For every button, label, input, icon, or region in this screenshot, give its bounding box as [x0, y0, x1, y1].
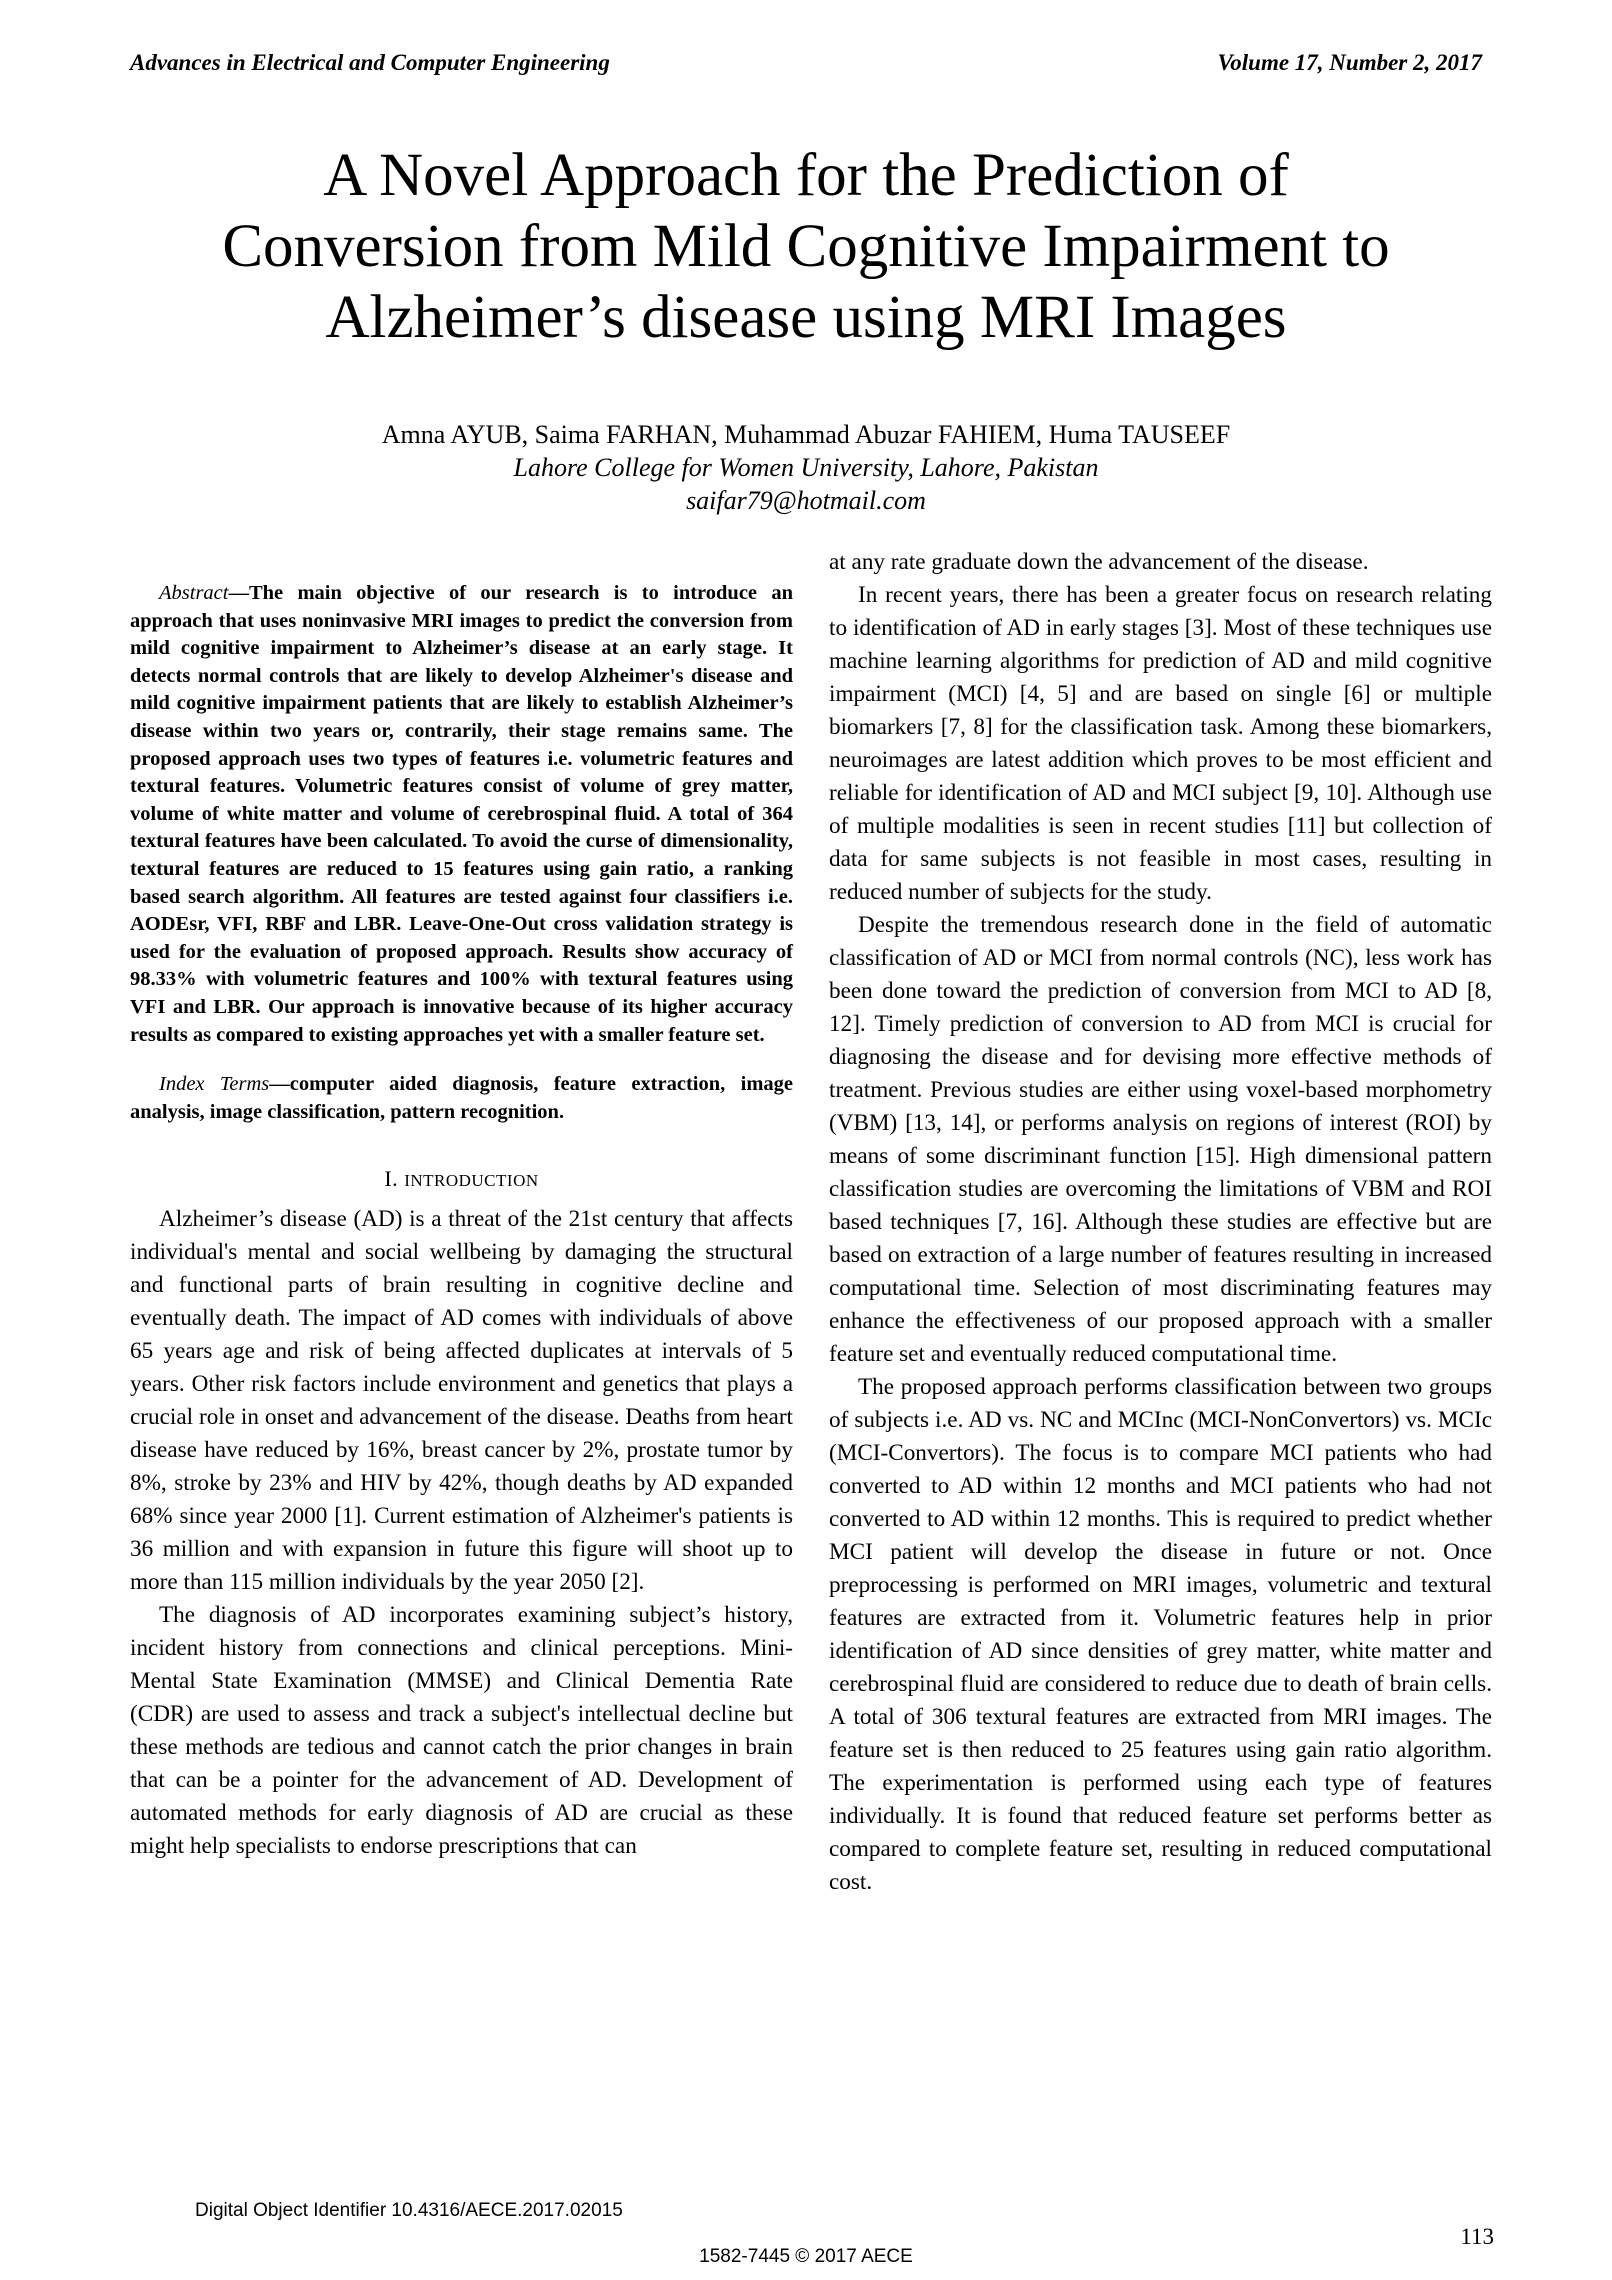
abstract-label: Abstract: [159, 582, 229, 604]
body-paragraph: In recent years, there has been a greater focus on research relating to identification of AD in early stages [3]. Most of these techniques use machine learning algorithms for prediction of AD and mild cognitive impairment (MCI) [4, 5] and are based on single [6] or multiple biomarkers [7, 8] for the classification task. Among these biomarkers, neuroimages are latest addition which proves to be most efficient and reliable for identification of AD and MCI subject [9, 10]. Although use of multiple modalities is seen in recent studies [11] but collection of data for same subjects is not feasible in most cases, resulting in reduced number of subjects for the study.: [829, 582, 1492, 905]
author-names: Amna AYUB, Saima FARHAN, Muhammad Abuzar FAHIEM, Huma TAUSEEF: [381, 420, 1231, 449]
body-paragraph: The proposed approach performs classification between two groups of subjects i.e. AD vs. NC and MCInc (MCI-NonConvertors) vs. MCIc (MCI-Convertors). The focus is to compare MCI patients who had converted to AD within 12 months and MCI patients who had not converted to AD within 12 months. This is required to predict whether MCI patient will develop the disease in future or not. Once preprocessing is performed on MRI images, volumetric and textural features are extracted from it. Volumetric features help in prior identification of AD since densities of grey matter, white matter and cerebrospinal fluid are considered to reduce due to death of brain cells. A total of 306 textural features are extracted from MRI images. The feature set is then reduced to 25 features using gain ratio algorithm. The experimentation is performed using each type of features individually. It is found that reduced feature set performs better as compared to complete feature set, resulting in reduced computational cost.: [829, 1374, 1492, 1895]
doi-footer: Digital Object Identifier 10.4316/AECE.2017.02015: [195, 2200, 623, 2221]
index-terms-label: Index Terms: [159, 1073, 270, 1096]
title-line: Conversion from Mild Cognitive Impairment to: [222, 213, 1390, 280]
abstract: [130, 580, 793, 1049]
page-number: 113: [1460, 2224, 1494, 2249]
section-title: INTRODUCTION: [404, 1171, 539, 1191]
volume-info: Volume 17, Number 2, 2017: [1217, 50, 1482, 75]
title-line: A Novel Approach for the Prediction of: [323, 142, 1289, 209]
index-terms-text: —computer aided diagnosis, feature extraction, image analysis, image classification, pattern recognition.: [130, 1073, 793, 1123]
affiliation: Lahore College for Women University, Lahore, Pakistan: [513, 453, 1099, 482]
section-number: I.: [384, 1166, 399, 1192]
issn-footer: 1582-7445 © 2017 AECE: [699, 2246, 913, 2267]
body-paragraph: at any rate graduate down the advancement of the disease.: [829, 549, 1369, 575]
body-paragraph: The diagnosis of AD incorporates examining subject’s history, incident history from connections and clinical perceptions. Mini-Mental State Examination (MMSE) and Clinical Dementia Rate (CDR) are used to assess and track a subject's intellectual decline but these methods are tedious and cannot catch the prior changes in brain that can be a pointer for the advancement of AD. Development of automated methods for early diagnosis of AD are crucial as these might help specialists to endorse prescriptions that can: [130, 1602, 793, 1860]
body-paragraph: Despite the tremendous research done in the field of automatic classification of AD or MCI from normal controls (NC), less work has been done toward the prediction of conversion from MCI to AD [8, 12]. Timely prediction of conversion to AD from MCI is crucial for diagnosing the disease and for devising more effective methods of treatment. Previous studies are either using voxel-based morphometry (VBM) [13, 14], or performs analysis on regions of interest (ROI) by means of some discriminant function [15]. High dimensional pattern classification studies are overcoming the limitations of VBM and ROI based techniques [7, 16]. Although these studies are effective but are based on extraction of a large number of features resulting in increased computational time. Selection of most discriminating features may enhance the effectiveness of our proposed approach with a smaller feature set and eventually reduced computational time.: [829, 912, 1492, 1367]
body-paragraph: Alzheimer’s disease (AD) is a threat of the 21st century that affects individual's mental and social wellbeing by damaging the structural and functional parts of brain resulting in cognitive decline and eventually death. The impact of AD comes with individuals of above 65 years age and risk of being affected duplicates at intervals of 5 years. Other risk factors include environment and genetics that plays a crucial role in onset and advancement of the disease. Deaths from heart disease have reduced by 16%, breast cancer by 2%, prostate tumor by 8%, stroke by 23% and HIV by 42%, though deaths by AD expanded 68% since year 2000 [1]. Current estimation of Alzheimer's patients is 36 million and with expansion in future this figure will shoot up to more than 115 million individuals by the year 2050 [2].: [130, 1206, 793, 1596]
section-heading: [130, 1162, 793, 1197]
left-column: [130, 540, 793, 1863]
author-block: [130, 418, 1482, 517]
abstract-text: —The main objective of our research is to introduce an approach that uses noninvasive MRI images to predict the conversion from mild cognitive impairment to Alzheimer’s disease at an early stage. It detects normal controls that are likely to develop Alzheimer's disease and mild cognitive impairment patients that are likely to establish Alzheimer’s disease within two years or, contrarily, their stage remains same. The proposed approach uses two types of features i.e. volumetric features and textural features. Volumetric features consist of volume of grey matter, volume of white matter and volume of cerebrospinal fluid. A total of 364 textural features have been calculated. To avoid the curse of dimensionality, textural features are reduced to 15 features using gain ratio, a ranking based search algorithm. All features are tested against four classifiers i.e. AODEsr, VFI, RBF and LBR. Leave-One-Out cross validation strategy is used for the evaluation of proposed approach. Results show accuracy of 98.33% with volumetric features and 100% with textural features using VFI and LBR. Our approach is innovative because of its higher accuracy results as compared to existing approaches yet with a smaller feature set.: [130, 582, 793, 1046]
running-head: [130, 50, 1482, 90]
journal-name: Advances in Electrical and Computer Engineering: [130, 50, 610, 75]
title-line: Alzheimer’s disease using MRI Images: [325, 284, 1287, 351]
contact-email: saifar79@hotmail.com: [686, 486, 926, 515]
index-terms: [130, 1071, 793, 1126]
paper-title: [130, 140, 1482, 353]
right-column: [829, 546, 1492, 1899]
